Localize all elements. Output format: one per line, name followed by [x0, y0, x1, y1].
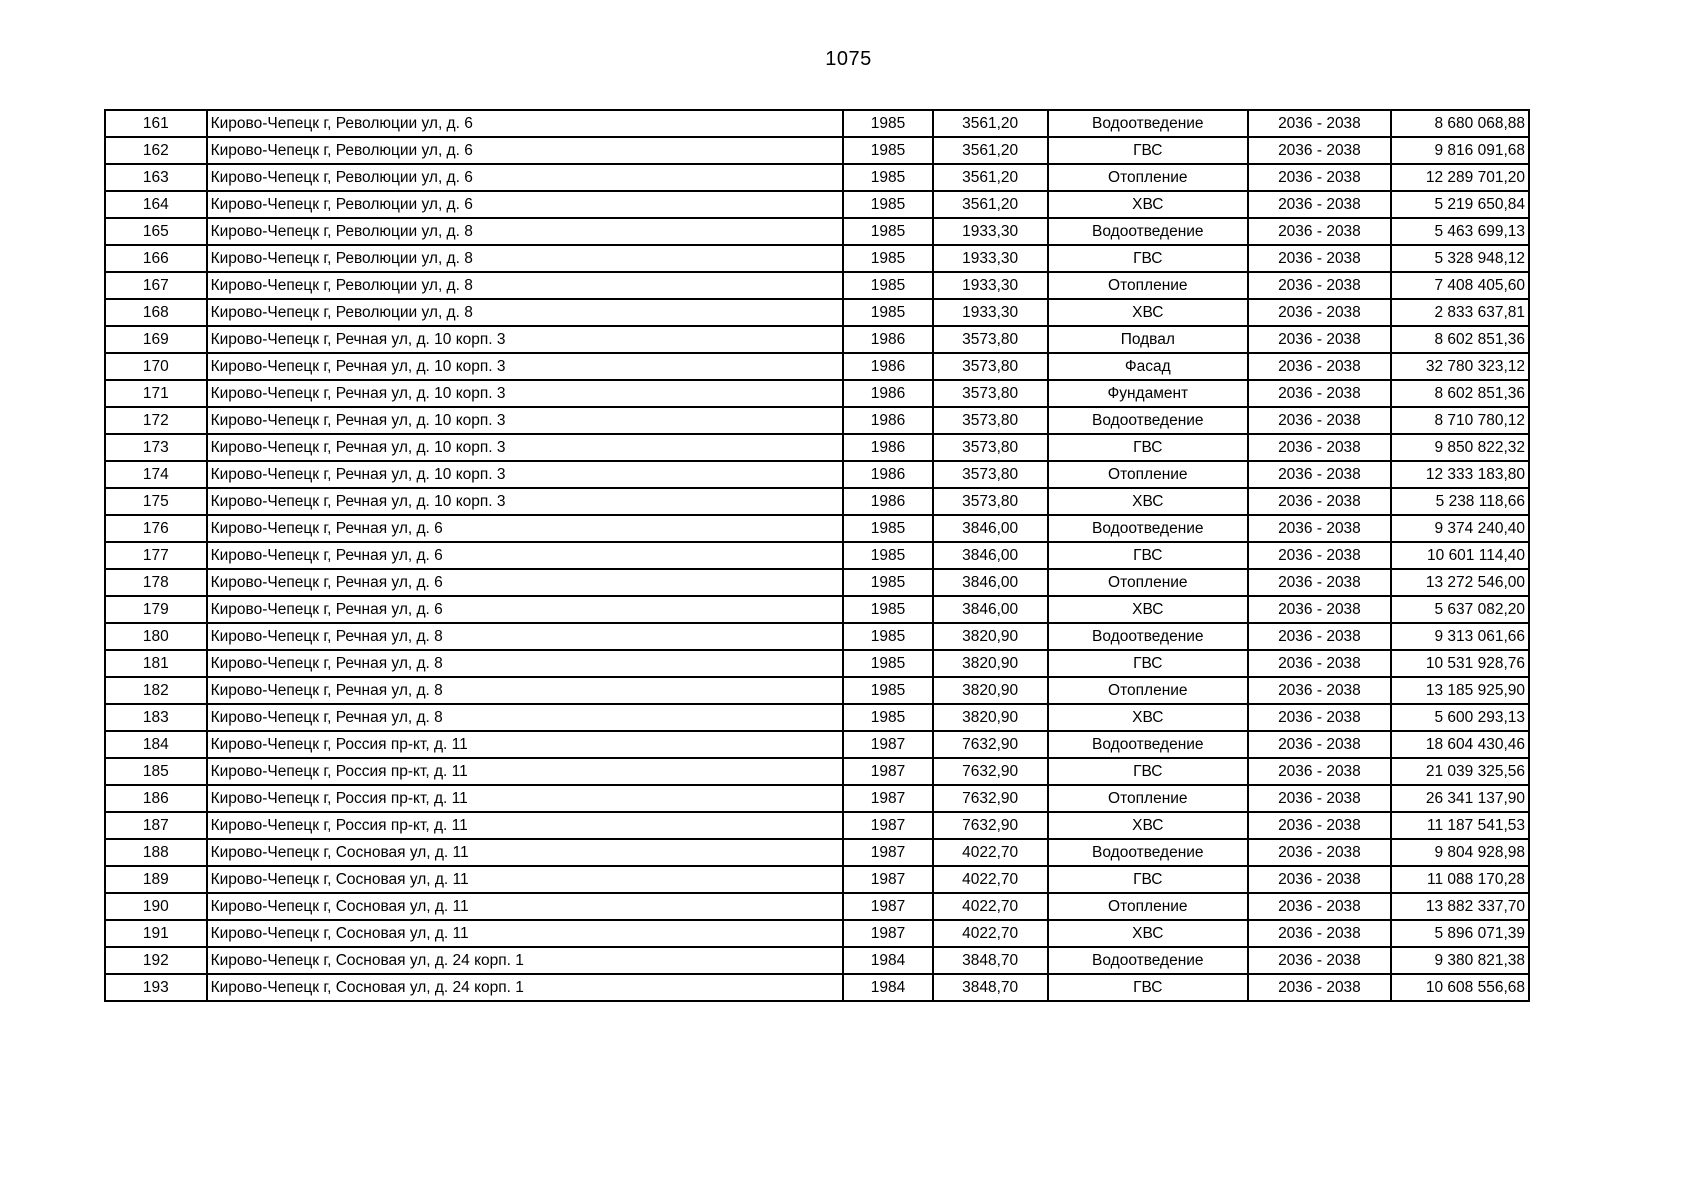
- work-type-cell: ГВС: [1048, 974, 1248, 1001]
- address-cell: Кирово-Чепецк г, Сосновая ул, д. 24 корп. 1: [207, 974, 844, 1001]
- row-number-cell: 183: [105, 704, 207, 731]
- cost-cell: 12 289 701,20: [1391, 164, 1529, 191]
- cost-cell: 5 238 118,66: [1391, 488, 1529, 515]
- table-row: [105, 812, 1529, 839]
- table-row: [105, 947, 1529, 974]
- table-row: [105, 758, 1529, 785]
- table-row: [105, 866, 1529, 893]
- address-cell: Кирово-Чепецк г, Россия пр-кт, д. 11: [207, 758, 844, 785]
- cost-cell: 13 185 925,90: [1391, 677, 1529, 704]
- row-number-cell: 177: [105, 542, 207, 569]
- cost-cell: 9 804 928,98: [1391, 839, 1529, 866]
- cost-cell: 9 313 061,66: [1391, 623, 1529, 650]
- row-number-cell: 169: [105, 326, 207, 353]
- period-cell: 2036 - 2038: [1248, 623, 1391, 650]
- cost-cell: 10 531 928,76: [1391, 650, 1529, 677]
- period-cell: 2036 - 2038: [1248, 218, 1391, 245]
- area-cell: 3846,00: [933, 542, 1048, 569]
- area-cell: 7632,90: [933, 785, 1048, 812]
- area-cell: 7632,90: [933, 758, 1048, 785]
- build-year-cell: 1985: [843, 272, 932, 299]
- period-cell: 2036 - 2038: [1248, 677, 1391, 704]
- work-type-cell: Водоотведение: [1048, 623, 1248, 650]
- period-cell: 2036 - 2038: [1248, 866, 1391, 893]
- cost-cell: 7 408 405,60: [1391, 272, 1529, 299]
- cost-cell: 10 608 556,68: [1391, 974, 1529, 1001]
- area-cell: 3573,80: [933, 353, 1048, 380]
- build-year-cell: 1986: [843, 434, 932, 461]
- cost-cell: 5 463 699,13: [1391, 218, 1529, 245]
- row-number-cell: 187: [105, 812, 207, 839]
- period-cell: 2036 - 2038: [1248, 434, 1391, 461]
- build-year-cell: 1985: [843, 110, 932, 137]
- build-year-cell: 1985: [843, 542, 932, 569]
- area-cell: 3820,90: [933, 650, 1048, 677]
- work-type-cell: Отопление: [1048, 785, 1248, 812]
- table-row: [105, 569, 1529, 596]
- period-cell: 2036 - 2038: [1248, 245, 1391, 272]
- cost-cell: 13 882 337,70: [1391, 893, 1529, 920]
- area-cell: 3820,90: [933, 704, 1048, 731]
- build-year-cell: 1986: [843, 461, 932, 488]
- work-type-cell: ХВС: [1048, 812, 1248, 839]
- work-type-cell: ГВС: [1048, 434, 1248, 461]
- cost-cell: 8 602 851,36: [1391, 326, 1529, 353]
- build-year-cell: 1985: [843, 218, 932, 245]
- period-cell: 2036 - 2038: [1248, 191, 1391, 218]
- work-type-cell: ХВС: [1048, 191, 1248, 218]
- build-year-cell: 1985: [843, 191, 932, 218]
- period-cell: 2036 - 2038: [1248, 974, 1391, 1001]
- build-year-cell: 1984: [843, 947, 932, 974]
- area-cell: 3848,70: [933, 947, 1048, 974]
- table-row: [105, 164, 1529, 191]
- address-cell: Кирово-Чепецк г, Россия пр-кт, д. 11: [207, 812, 844, 839]
- address-cell: Кирово-Чепецк г, Революции ул, д. 8: [207, 245, 844, 272]
- area-cell: 3820,90: [933, 623, 1048, 650]
- build-year-cell: 1985: [843, 515, 932, 542]
- row-number-cell: 189: [105, 866, 207, 893]
- area-cell: 3561,20: [933, 191, 1048, 218]
- period-cell: 2036 - 2038: [1248, 380, 1391, 407]
- work-type-cell: Водоотведение: [1048, 947, 1248, 974]
- area-cell: 4022,70: [933, 920, 1048, 947]
- area-cell: 3561,20: [933, 164, 1048, 191]
- area-cell: 3820,90: [933, 677, 1048, 704]
- area-cell: 3848,70: [933, 974, 1048, 1001]
- work-type-cell: ХВС: [1048, 299, 1248, 326]
- period-cell: 2036 - 2038: [1248, 326, 1391, 353]
- cost-cell: 10 601 114,40: [1391, 542, 1529, 569]
- address-cell: Кирово-Чепецк г, Сосновая ул, д. 11: [207, 866, 844, 893]
- row-number-cell: 163: [105, 164, 207, 191]
- period-cell: 2036 - 2038: [1248, 785, 1391, 812]
- work-type-cell: Водоотведение: [1048, 407, 1248, 434]
- cost-cell: 18 604 430,46: [1391, 731, 1529, 758]
- table-row: [105, 272, 1529, 299]
- work-type-cell: ГВС: [1048, 137, 1248, 164]
- work-type-cell: ХВС: [1048, 920, 1248, 947]
- cost-cell: 5 600 293,13: [1391, 704, 1529, 731]
- cost-cell: 11 088 170,28: [1391, 866, 1529, 893]
- address-cell: Кирово-Чепецк г, Речная ул, д. 8: [207, 623, 844, 650]
- table-row: [105, 110, 1529, 137]
- row-number-cell: 181: [105, 650, 207, 677]
- address-cell: Кирово-Чепецк г, Речная ул, д. 10 корп. 3: [207, 407, 844, 434]
- period-cell: 2036 - 2038: [1248, 488, 1391, 515]
- cost-cell: 8 710 780,12: [1391, 407, 1529, 434]
- table-row: [105, 218, 1529, 245]
- cost-cell: 32 780 323,12: [1391, 353, 1529, 380]
- work-type-cell: Водоотведение: [1048, 515, 1248, 542]
- row-number-cell: 171: [105, 380, 207, 407]
- work-type-cell: ХВС: [1048, 488, 1248, 515]
- cost-cell: 5 637 082,20: [1391, 596, 1529, 623]
- address-cell: Кирово-Чепецк г, Речная ул, д. 8: [207, 704, 844, 731]
- build-year-cell: 1985: [843, 164, 932, 191]
- table-row: [105, 353, 1529, 380]
- address-cell: Кирово-Чепецк г, Речная ул, д. 10 корп. 3: [207, 488, 844, 515]
- address-cell: Кирово-Чепецк г, Речная ул, д. 10 корп. 3: [207, 461, 844, 488]
- row-number-cell: 162: [105, 137, 207, 164]
- table-row: [105, 245, 1529, 272]
- row-number-cell: 186: [105, 785, 207, 812]
- area-cell: 3561,20: [933, 137, 1048, 164]
- cost-cell: 8 680 068,88: [1391, 110, 1529, 137]
- area-cell: 1933,30: [933, 245, 1048, 272]
- build-year-cell: 1985: [843, 623, 932, 650]
- work-type-cell: Водоотведение: [1048, 110, 1248, 137]
- table-row: [105, 380, 1529, 407]
- work-type-cell: Отопление: [1048, 164, 1248, 191]
- address-cell: Кирово-Чепецк г, Революции ул, д. 6: [207, 191, 844, 218]
- row-number-cell: 190: [105, 893, 207, 920]
- table-row: [105, 704, 1529, 731]
- table-row: [105, 893, 1529, 920]
- address-cell: Кирово-Чепецк г, Речная ул, д. 10 корп. 3: [207, 434, 844, 461]
- address-cell: Кирово-Чепецк г, Сосновая ул, д. 11: [207, 920, 844, 947]
- address-cell: Кирово-Чепецк г, Революции ул, д. 8: [207, 299, 844, 326]
- row-number-cell: 180: [105, 623, 207, 650]
- row-number-cell: 174: [105, 461, 207, 488]
- table-row: [105, 623, 1529, 650]
- address-cell: Кирово-Чепецк г, Речная ул, д. 6: [207, 542, 844, 569]
- table-row: [105, 785, 1529, 812]
- area-cell: 1933,30: [933, 299, 1048, 326]
- work-type-cell: ГВС: [1048, 542, 1248, 569]
- work-type-cell: Водоотведение: [1048, 839, 1248, 866]
- period-cell: 2036 - 2038: [1248, 515, 1391, 542]
- cost-cell: 11 187 541,53: [1391, 812, 1529, 839]
- address-cell: Кирово-Чепецк г, Сосновая ул, д. 24 корп. 1: [207, 947, 844, 974]
- period-cell: 2036 - 2038: [1248, 893, 1391, 920]
- table-row: [105, 434, 1529, 461]
- address-cell: Кирово-Чепецк г, Сосновая ул, д. 11: [207, 839, 844, 866]
- table-row: [105, 137, 1529, 164]
- area-cell: 3846,00: [933, 569, 1048, 596]
- work-type-cell: ХВС: [1048, 596, 1248, 623]
- period-cell: 2036 - 2038: [1248, 812, 1391, 839]
- row-number-cell: 168: [105, 299, 207, 326]
- build-year-cell: 1987: [843, 866, 932, 893]
- table-row: [105, 650, 1529, 677]
- cost-cell: 26 341 137,90: [1391, 785, 1529, 812]
- area-cell: 3573,80: [933, 434, 1048, 461]
- build-year-cell: 1986: [843, 353, 932, 380]
- address-cell: Кирово-Чепецк г, Речная ул, д. 10 корп. 3: [207, 326, 844, 353]
- cost-cell: 5 328 948,12: [1391, 245, 1529, 272]
- area-cell: 3573,80: [933, 380, 1048, 407]
- cost-cell: 5 219 650,84: [1391, 191, 1529, 218]
- row-number-cell: 175: [105, 488, 207, 515]
- row-number-cell: 185: [105, 758, 207, 785]
- period-cell: 2036 - 2038: [1248, 704, 1391, 731]
- cost-cell: 5 896 071,39: [1391, 920, 1529, 947]
- cost-cell: 9 850 822,32: [1391, 434, 1529, 461]
- build-year-cell: 1987: [843, 731, 932, 758]
- build-year-cell: 1984: [843, 974, 932, 1001]
- work-type-cell: Отопление: [1048, 461, 1248, 488]
- row-number-cell: 173: [105, 434, 207, 461]
- area-cell: 7632,90: [933, 731, 1048, 758]
- period-cell: 2036 - 2038: [1248, 947, 1391, 974]
- table-row: [105, 461, 1529, 488]
- period-cell: 2036 - 2038: [1248, 839, 1391, 866]
- address-cell: Кирово-Чепецк г, Речная ул, д. 8: [207, 650, 844, 677]
- row-number-cell: 179: [105, 596, 207, 623]
- period-cell: 2036 - 2038: [1248, 137, 1391, 164]
- row-number-cell: 188: [105, 839, 207, 866]
- period-cell: 2036 - 2038: [1248, 650, 1391, 677]
- build-year-cell: 1987: [843, 920, 932, 947]
- period-cell: 2036 - 2038: [1248, 407, 1391, 434]
- period-cell: 2036 - 2038: [1248, 272, 1391, 299]
- work-type-cell: Отопление: [1048, 677, 1248, 704]
- repair-schedule-table: [104, 109, 1530, 1002]
- period-cell: 2036 - 2038: [1248, 461, 1391, 488]
- address-cell: Кирово-Чепецк г, Революции ул, д. 6: [207, 164, 844, 191]
- area-cell: 3846,00: [933, 596, 1048, 623]
- area-cell: 4022,70: [933, 866, 1048, 893]
- address-cell: Кирово-Чепецк г, Революции ул, д. 8: [207, 218, 844, 245]
- work-type-cell: ГВС: [1048, 245, 1248, 272]
- address-cell: Кирово-Чепецк г, Речная ул, д. 10 корп. 3: [207, 380, 844, 407]
- area-cell: 1933,30: [933, 218, 1048, 245]
- build-year-cell: 1985: [843, 299, 932, 326]
- table-row: [105, 677, 1529, 704]
- cost-cell: 9 816 091,68: [1391, 137, 1529, 164]
- build-year-cell: 1985: [843, 596, 932, 623]
- build-year-cell: 1987: [843, 785, 932, 812]
- period-cell: 2036 - 2038: [1248, 569, 1391, 596]
- area-cell: 4022,70: [933, 893, 1048, 920]
- cost-cell: 9 374 240,40: [1391, 515, 1529, 542]
- table-row: [105, 191, 1529, 218]
- build-year-cell: 1985: [843, 137, 932, 164]
- cost-cell: 2 833 637,81: [1391, 299, 1529, 326]
- area-cell: 7632,90: [933, 812, 1048, 839]
- build-year-cell: 1985: [843, 569, 932, 596]
- period-cell: 2036 - 2038: [1248, 353, 1391, 380]
- row-number-cell: 161: [105, 110, 207, 137]
- cost-cell: 9 380 821,38: [1391, 947, 1529, 974]
- row-number-cell: 176: [105, 515, 207, 542]
- build-year-cell: 1987: [843, 839, 932, 866]
- table-row: [105, 407, 1529, 434]
- build-year-cell: 1987: [843, 893, 932, 920]
- period-cell: 2036 - 2038: [1248, 110, 1391, 137]
- address-cell: Кирово-Чепецк г, Речная ул, д. 6: [207, 569, 844, 596]
- build-year-cell: 1985: [843, 650, 932, 677]
- work-type-cell: Подвал: [1048, 326, 1248, 353]
- cost-cell: 8 602 851,36: [1391, 380, 1529, 407]
- address-cell: Кирово-Чепецк г, Речная ул, д. 8: [207, 677, 844, 704]
- area-cell: 3573,80: [933, 326, 1048, 353]
- table-row: [105, 839, 1529, 866]
- address-cell: Кирово-Чепецк г, Революции ул, д. 6: [207, 110, 844, 137]
- work-type-cell: Отопление: [1048, 272, 1248, 299]
- area-cell: 1933,30: [933, 272, 1048, 299]
- period-cell: 2036 - 2038: [1248, 920, 1391, 947]
- row-number-cell: 167: [105, 272, 207, 299]
- build-year-cell: 1986: [843, 380, 932, 407]
- build-year-cell: 1986: [843, 488, 932, 515]
- cost-cell: 21 039 325,56: [1391, 758, 1529, 785]
- build-year-cell: 1986: [843, 326, 932, 353]
- address-cell: Кирово-Чепецк г, Революции ул, д. 6: [207, 137, 844, 164]
- period-cell: 2036 - 2038: [1248, 596, 1391, 623]
- address-cell: Кирово-Чепецк г, Россия пр-кт, д. 11: [207, 785, 844, 812]
- row-number-cell: 193: [105, 974, 207, 1001]
- row-number-cell: 182: [105, 677, 207, 704]
- row-number-cell: 178: [105, 569, 207, 596]
- work-type-cell: ГВС: [1048, 650, 1248, 677]
- area-cell: 4022,70: [933, 839, 1048, 866]
- table-row: [105, 731, 1529, 758]
- table-row: [105, 515, 1529, 542]
- period-cell: 2036 - 2038: [1248, 542, 1391, 569]
- row-number-cell: 184: [105, 731, 207, 758]
- area-cell: 3561,20: [933, 110, 1048, 137]
- row-number-cell: 165: [105, 218, 207, 245]
- row-number-cell: 164: [105, 191, 207, 218]
- build-year-cell: 1987: [843, 758, 932, 785]
- table-row: [105, 488, 1529, 515]
- table-row: [105, 542, 1529, 569]
- period-cell: 2036 - 2038: [1248, 758, 1391, 785]
- period-cell: 2036 - 2038: [1248, 299, 1391, 326]
- table-row: [105, 920, 1529, 947]
- period-cell: 2036 - 2038: [1248, 164, 1391, 191]
- table-row: [105, 596, 1529, 623]
- work-type-cell: Фундамент: [1048, 380, 1248, 407]
- row-number-cell: 166: [105, 245, 207, 272]
- row-number-cell: 172: [105, 407, 207, 434]
- build-year-cell: 1985: [843, 704, 932, 731]
- work-type-cell: Отопление: [1048, 569, 1248, 596]
- build-year-cell: 1985: [843, 677, 932, 704]
- build-year-cell: 1985: [843, 245, 932, 272]
- address-cell: Кирово-Чепецк г, Сосновая ул, д. 11: [207, 893, 844, 920]
- build-year-cell: 1986: [843, 407, 932, 434]
- address-cell: Кирово-Чепецк г, Россия пр-кт, д. 11: [207, 731, 844, 758]
- work-type-cell: Водоотведение: [1048, 218, 1248, 245]
- table-row: [105, 299, 1529, 326]
- work-type-cell: Отопление: [1048, 893, 1248, 920]
- build-year-cell: 1987: [843, 812, 932, 839]
- row-number-cell: 192: [105, 947, 207, 974]
- address-cell: Кирово-Чепецк г, Речная ул, д. 10 корп. 3: [207, 353, 844, 380]
- table-row: [105, 974, 1529, 1001]
- area-cell: 3573,80: [933, 488, 1048, 515]
- area-cell: 3846,00: [933, 515, 1048, 542]
- row-number-cell: 170: [105, 353, 207, 380]
- work-type-cell: Фасад: [1048, 353, 1248, 380]
- work-type-cell: ГВС: [1048, 866, 1248, 893]
- cost-cell: 13 272 546,00: [1391, 569, 1529, 596]
- page-number: 1075: [825, 48, 872, 70]
- work-type-cell: Водоотведение: [1048, 731, 1248, 758]
- address-cell: Кирово-Чепецк г, Речная ул, д. 6: [207, 596, 844, 623]
- period-cell: 2036 - 2038: [1248, 731, 1391, 758]
- table-row: [105, 326, 1529, 353]
- cost-cell: 12 333 183,80: [1391, 461, 1529, 488]
- address-cell: Кирово-Чепецк г, Речная ул, д. 6: [207, 515, 844, 542]
- work-type-cell: ГВС: [1048, 758, 1248, 785]
- row-number-cell: 191: [105, 920, 207, 947]
- table-body: [105, 110, 1529, 1001]
- area-cell: 3573,80: [933, 461, 1048, 488]
- area-cell: 3573,80: [933, 407, 1048, 434]
- work-type-cell: ХВС: [1048, 704, 1248, 731]
- address-cell: Кирово-Чепецк г, Революции ул, д. 8: [207, 272, 844, 299]
